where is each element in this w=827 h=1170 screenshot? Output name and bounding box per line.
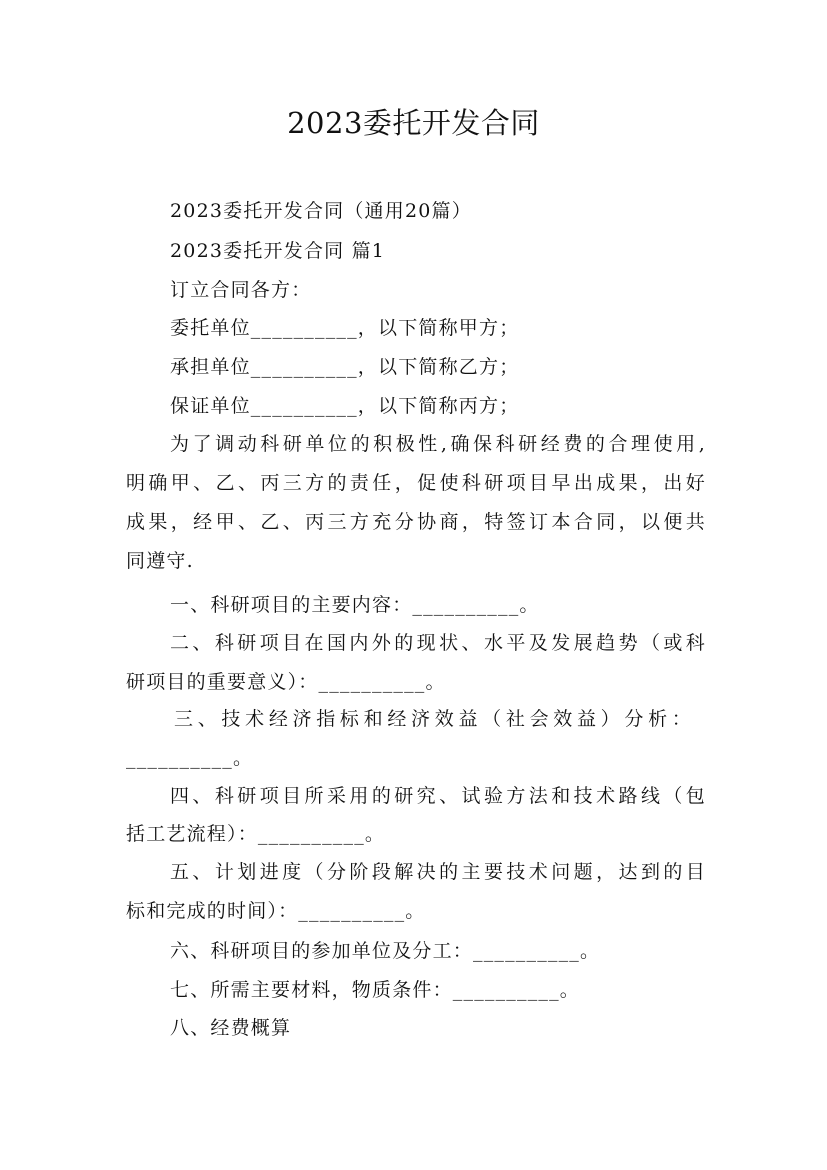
- party-contractor-line: 承担单位__________，以下简称乙方；: [170, 356, 520, 378]
- clause-line: 标和完成的时间）：__________。: [126, 900, 426, 922]
- party-guarantor-line: 保证单位__________，以下简称丙方；: [170, 395, 520, 417]
- clause-line: 四、科研项目所采用的研究、试验方法和技术路线（包: [170, 785, 706, 807]
- paragraph-line: 同遵守.: [126, 550, 194, 572]
- clause-line: 五、计划进度（分阶段解决的主要技术问题，达到的目: [170, 861, 706, 883]
- paragraph-line: 为了调动科研单位的积极性,确保科研经费的合理使用,: [170, 433, 706, 455]
- clause-line: 七、所需主要材料，物质条件：__________。: [170, 979, 581, 1001]
- clause-line: 括工艺流程）：__________。: [126, 823, 386, 845]
- clause-line: 二、科研项目在国内外的现状、水平及发展趋势（或科: [170, 632, 706, 654]
- clause-line: 六、科研项目的参加单位及分工：__________。: [170, 940, 601, 962]
- paragraph-line: 订立合同各方：: [170, 279, 312, 301]
- document-title: 2023委托开发合同: [287, 106, 540, 140]
- paragraph-line: 成果，经甲、乙、丙三方充分协商，特签订本合同，以便共: [126, 511, 706, 533]
- clause-line: 研项目的重要意义）：__________。: [126, 671, 446, 693]
- section-heading: 2023委托开发合同 篇1: [170, 240, 386, 262]
- clause-line: __________。: [126, 747, 254, 769]
- clause-line: 八、经费概算: [170, 1017, 292, 1039]
- clause-line: 一、科研项目的主要内容：__________。: [170, 594, 540, 616]
- paragraph-line: 明确甲、乙、丙三方的责任，促使科研项目早出成果，出好: [126, 472, 706, 494]
- party-client-line: 委托单位__________，以下简称甲方；: [170, 317, 520, 339]
- subtitle-line: 2023委托开发合同（通用20篇）: [170, 200, 472, 222]
- clause-line: 三、技术经济指标和经济效益（社会效益）分析：: [174, 708, 692, 730]
